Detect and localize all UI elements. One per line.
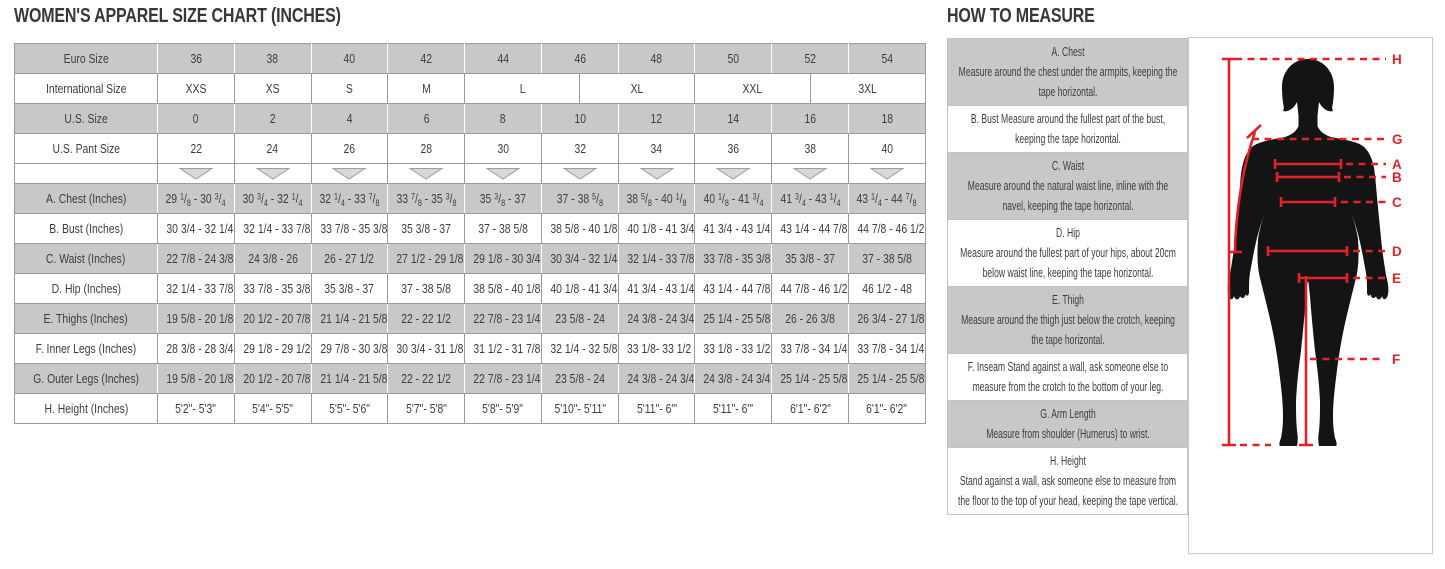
size-cell: 38 5/8 - 40 1/8 bbox=[541, 214, 618, 244]
measure-item-title: C. Waist bbox=[1051, 158, 1085, 173]
triangle-down-icon bbox=[562, 167, 598, 180]
table-row bbox=[15, 274, 926, 304]
size-cell: 5'11"- 6'" bbox=[695, 394, 772, 424]
size-cell: 38 bbox=[234, 44, 311, 74]
how-to-measure-title-text: HOW TO MEASURE bbox=[947, 5, 1095, 27]
size-cell: 18 bbox=[849, 104, 926, 134]
measurement-labels bbox=[1392, 52, 1403, 367]
row-label: C. Waist (Inches) bbox=[15, 244, 158, 274]
size-cell: 3XL bbox=[810, 74, 925, 104]
size-cell: 19 5/8 - 20 1/8 bbox=[158, 364, 235, 394]
triangle-cell bbox=[234, 164, 311, 184]
measure-item-text: H. Height Stand against a wall, ask someone else to measure from the floor to the top of your head, keeping the tape vertical. bbox=[955, 451, 1180, 511]
row-label: Euro Size bbox=[15, 44, 158, 74]
size-cell: 33 7/8 - 34 1/4 bbox=[849, 334, 926, 364]
size-cell: 19 5/8 - 20 1/8 bbox=[158, 304, 235, 334]
size-cell: 21 1/4 - 21 5/8 bbox=[311, 304, 388, 334]
size-cell: 52 bbox=[772, 44, 849, 74]
size-cell: 26 bbox=[311, 134, 388, 164]
body-silhouette-diagram bbox=[1189, 38, 1432, 553]
measure-item bbox=[948, 401, 1187, 448]
size-cell: 35 $^3/_8 - 37$ bbox=[465, 184, 542, 214]
size-cell: 22 7/8 - 24 3/8 bbox=[158, 244, 235, 274]
size-cell: 20 1/2 - 20 7/8 bbox=[234, 364, 311, 394]
measure-item-title: F. Inseam bbox=[967, 359, 1006, 374]
row-label: F. Inner Legs (Inches) bbox=[15, 334, 158, 364]
size-cell: 0 bbox=[158, 104, 235, 134]
size-chart-title-text: WOMEN'S APPAREL SIZE CHART (INCHES) bbox=[14, 5, 341, 27]
size-cell: XXS bbox=[158, 74, 235, 104]
size-cell: 22 - 22 1/2 bbox=[388, 364, 465, 394]
size-cell: 33 1/8- 33 1/2 bbox=[618, 334, 695, 364]
measure-item bbox=[948, 39, 1187, 106]
size-cell: 48 bbox=[618, 44, 695, 74]
size-cell: 33 1/8 - 33 1/2 bbox=[695, 334, 772, 364]
size-cell: 36 bbox=[158, 44, 235, 74]
table-row bbox=[15, 364, 926, 394]
size-cell: 40 1/8 - 41 3/4 bbox=[618, 214, 695, 244]
size-cell: 5'10"- 5'11" bbox=[541, 394, 618, 424]
size-cell: 30 $^3/_4 - 32$ $^1/_4$ bbox=[234, 184, 311, 214]
measure-item bbox=[948, 220, 1187, 287]
measure-item-title: D. Hip bbox=[1056, 225, 1080, 240]
measure-item-text: C. Waist Measure around the natural waist line, inline with the navel, keeping the tape horizontal. bbox=[955, 156, 1180, 216]
size-cell: 25 1/4 - 25 5/8 bbox=[772, 364, 849, 394]
size-cell: 50 bbox=[695, 44, 772, 74]
size-cell: 35 3/8 - 37 bbox=[388, 214, 465, 244]
size-cell: 6'1"- 6'2" bbox=[772, 394, 849, 424]
page-title bbox=[14, 5, 423, 28]
row-label: U.S. Pant Size bbox=[15, 134, 158, 164]
size-cell: 32 1/4 - 33 7/8 bbox=[234, 214, 311, 244]
triangle-cell bbox=[311, 164, 388, 184]
size-cell: 46 bbox=[541, 44, 618, 74]
size-cell: 5'4"- 5'5" bbox=[234, 394, 311, 424]
size-cell: 30 3/4 - 31 1/8 bbox=[388, 334, 465, 364]
size-cell: 43 1/4 - 44 7/8 bbox=[695, 274, 772, 304]
size-cell: 43 1/4 - 44 7/8 bbox=[772, 214, 849, 244]
measure-item-title: B. Bust bbox=[970, 111, 999, 126]
label-a: A bbox=[1392, 157, 1402, 172]
size-cell: 14 bbox=[695, 104, 772, 134]
size-cell: 25 1/4 - 25 5/8 bbox=[695, 304, 772, 334]
size-cell: 22 7/8 - 23 1/4 bbox=[465, 364, 542, 394]
size-cell: 30 3/4 - 32 1/4 bbox=[541, 244, 618, 274]
triangle-down-icon bbox=[255, 167, 291, 180]
size-cell: 32 1/4 - 32 5/8 bbox=[541, 334, 618, 364]
size-cell: 20 1/2 - 20 7/8 bbox=[234, 304, 311, 334]
measure-item-title: H. Height bbox=[1050, 453, 1086, 468]
label-c: C bbox=[1392, 195, 1402, 210]
size-cell: 33 7/8 - 35 3/8 bbox=[311, 214, 388, 244]
size-cell: 37 - 38 5/8 bbox=[388, 274, 465, 304]
size-cell: 34 bbox=[618, 134, 695, 164]
size-cell: 29 7/8 - 30 3/8 bbox=[311, 334, 388, 364]
size-cell: 41 3/4 - 43 1/4 bbox=[618, 274, 695, 304]
triangle-cell bbox=[465, 164, 542, 184]
size-cell: 37 - 38 5/8 bbox=[849, 244, 926, 274]
size-cell: 28 3/8 - 28 3/4 bbox=[158, 334, 235, 364]
size-cell: 40 bbox=[849, 134, 926, 164]
row-label: U.S. Size bbox=[15, 104, 158, 134]
size-cell: 23 5/8 - 24 bbox=[541, 304, 618, 334]
size-cell: 44 7/8 - 46 1/2 bbox=[849, 214, 926, 244]
table-row bbox=[15, 134, 926, 164]
triangle-cell bbox=[388, 164, 465, 184]
measure-item bbox=[948, 106, 1187, 153]
size-cell: 37 - 38 $^5/_8$ bbox=[541, 184, 618, 214]
size-cell: 29 1/8 - 29 1/2 bbox=[234, 334, 311, 364]
measure-item-title: E. Thigh bbox=[1052, 292, 1084, 307]
size-cell: 23 5/8 - 24 bbox=[541, 364, 618, 394]
size-cell: 6'1"- 6'2" bbox=[849, 394, 926, 424]
size-cell: 38 bbox=[772, 134, 849, 164]
triangle-down-icon bbox=[408, 167, 444, 180]
row-label bbox=[15, 164, 158, 184]
size-cell: 38 $^5/_8 - 40$ $^1/_8$ bbox=[618, 184, 695, 214]
row-label: B. Bust (Inches) bbox=[15, 214, 158, 244]
table-row bbox=[15, 394, 926, 424]
size-cell: 26 - 26 3/8 bbox=[772, 304, 849, 334]
size-cell: 32 1/4 - 33 7/8 bbox=[158, 274, 235, 304]
size-cell: 30 bbox=[465, 134, 542, 164]
size-cell: 2 bbox=[234, 104, 311, 134]
size-cell: 24 3/8 - 24 3/4 bbox=[618, 304, 695, 334]
triangle-cell bbox=[158, 164, 235, 184]
size-cell: 24 bbox=[234, 134, 311, 164]
size-cell: 16 bbox=[772, 104, 849, 134]
size-cell: 5'7"- 5'8" bbox=[388, 394, 465, 424]
table-row bbox=[15, 304, 926, 334]
size-cell: 32 $^1/_4 - 33$ $^7/_8$ bbox=[311, 184, 388, 214]
size-cell: 33 7/8 - 34 1/4 bbox=[772, 334, 849, 364]
table-row bbox=[15, 334, 926, 364]
row-label: E. Thighs (Inches) bbox=[15, 304, 158, 334]
triangle-cell bbox=[618, 164, 695, 184]
size-cell: 33 7/8 - 35 3/8 bbox=[695, 244, 772, 274]
size-cell: XS bbox=[234, 74, 311, 104]
triangle-down-icon bbox=[331, 167, 367, 180]
triangle-cell bbox=[695, 164, 772, 184]
size-cell: 21 1/4 - 21 5/8 bbox=[311, 364, 388, 394]
size-cell: 36 bbox=[695, 134, 772, 164]
triangle-down-icon bbox=[715, 167, 751, 180]
triangle-cell bbox=[772, 164, 849, 184]
label-g: G bbox=[1392, 132, 1403, 147]
table-row bbox=[15, 74, 926, 104]
size-cell: 8 bbox=[465, 104, 542, 134]
how-to-measure-title bbox=[947, 5, 1132, 28]
table-row bbox=[15, 44, 926, 74]
size-cell: 24 3/8 - 26 bbox=[234, 244, 311, 274]
size-cell: 42 bbox=[388, 44, 465, 74]
size-cell: 25 1/4 - 25 5/8 bbox=[849, 364, 926, 394]
size-cell: 22 - 22 1/2 bbox=[388, 304, 465, 334]
size-cell: 22 7/8 - 23 1/4 bbox=[465, 304, 542, 334]
row-label: G. Outer Legs (Inches) bbox=[15, 364, 158, 394]
size-cell: XL bbox=[580, 74, 695, 104]
row-label: D. Hip (Inches) bbox=[15, 274, 158, 304]
table-row bbox=[15, 164, 926, 184]
size-cell: 35 3/8 - 37 bbox=[772, 244, 849, 274]
measure-item-text: A. Chest Measure around the chest under the armpits, keeping the tape horizontal. bbox=[955, 42, 1180, 102]
size-cell: 38 5/8 - 40 1/8 bbox=[465, 274, 542, 304]
size-cell: 35 3/8 - 37 bbox=[311, 274, 388, 304]
size-cell: 31 1/2 - 31 7/8 bbox=[465, 334, 542, 364]
size-cell: 6 bbox=[388, 104, 465, 134]
size-cell: 29 1/8 - 30 3/4 bbox=[465, 244, 542, 274]
size-cell: 5'2"- 5'3" bbox=[158, 394, 235, 424]
size-cell: S bbox=[311, 74, 388, 104]
size-cell: 5'8"- 5'9" bbox=[465, 394, 542, 424]
size-cell: 12 bbox=[618, 104, 695, 134]
measure-item-text: D. Hip Measure around the fullest part of your hips, about 20cm below waist line, keeping the tape horizontal. bbox=[955, 223, 1180, 283]
measure-item-text: B. Bust Measure around the fullest part of the bust, keeping the tape horizontal. bbox=[970, 111, 1166, 146]
triangle-cell bbox=[849, 164, 926, 184]
size-cell: 44 7/8 - 46 1/2 bbox=[772, 274, 849, 304]
triangle-down-icon bbox=[639, 167, 675, 180]
label-e: E bbox=[1392, 271, 1402, 286]
size-cell: 28 bbox=[388, 134, 465, 164]
measure-item bbox=[948, 354, 1187, 401]
triangle-down-icon bbox=[485, 167, 521, 180]
size-cell: 24 3/8 - 24 3/4 bbox=[695, 364, 772, 394]
measure-item bbox=[948, 153, 1187, 220]
size-cell: M bbox=[388, 74, 465, 104]
measure-item-text: G. Arm Length Measure from shoulder (Humerus) to wrist. bbox=[955, 404, 1180, 444]
size-cell: 30 3/4 - 32 1/4 bbox=[158, 214, 235, 244]
measure-panel bbox=[947, 38, 1188, 515]
size-cell: XXL bbox=[695, 74, 810, 104]
triangle-cell bbox=[541, 164, 618, 184]
size-cell: 5'11"- 6'" bbox=[618, 394, 695, 424]
row-label: A. Chest (Inches) bbox=[15, 184, 158, 214]
table-row bbox=[15, 184, 926, 214]
size-cell: 24 3/8 - 24 3/4 bbox=[618, 364, 695, 394]
table-row bbox=[15, 244, 926, 274]
measure-item-text: F. Inseam Stand against a wall, ask someone else to measure from the crotch to the bottom of your leg. bbox=[967, 359, 1169, 394]
size-cell: 29 $^1/_8 - 30$ $^3/_4$ bbox=[158, 184, 235, 214]
label-f: F bbox=[1392, 352, 1401, 367]
size-cell: 4 bbox=[311, 104, 388, 134]
row-label: International Size bbox=[15, 74, 158, 104]
triangle-down-icon bbox=[792, 167, 828, 180]
size-cell: 26 - 27 1/2 bbox=[311, 244, 388, 274]
measure-item bbox=[948, 448, 1187, 514]
size-cell: 37 - 38 5/8 bbox=[465, 214, 542, 244]
measure-item-title: A. Chest bbox=[1051, 44, 1085, 59]
size-cell: 43 $^1/_4 - 44$ $^7/_8$ bbox=[849, 184, 926, 214]
size-cell: 40 1/8 - 41 3/4 bbox=[541, 274, 618, 304]
label-b: B bbox=[1392, 170, 1402, 185]
label-d: D bbox=[1392, 244, 1402, 259]
size-cell: 41 $^3/_4 - 43$ $^1/_4$ bbox=[772, 184, 849, 214]
triangle-down-icon bbox=[178, 167, 214, 180]
size-cell: 41 3/4 - 43 1/4 bbox=[695, 214, 772, 244]
size-cell: 26 3/4 - 27 1/8 bbox=[849, 304, 926, 334]
size-cell: 32 1/4 - 33 7/8 bbox=[618, 244, 695, 274]
size-cell: 33 7/8 - 35 3/8 bbox=[234, 274, 311, 304]
table-row bbox=[15, 104, 926, 134]
size-cell: 10 bbox=[541, 104, 618, 134]
female-silhouette bbox=[1228, 59, 1389, 446]
size-chart-table bbox=[14, 43, 926, 424]
size-cell: 22 bbox=[158, 134, 235, 164]
triangle-down-icon bbox=[869, 167, 905, 180]
size-cell: 40 bbox=[311, 44, 388, 74]
size-cell: 40 $^1/_8 - 41$ $^3/_4$ bbox=[695, 184, 772, 214]
size-cell: 54 bbox=[849, 44, 926, 74]
size-cell: 33 $^7/_8 - 35$ $^3/_8$ bbox=[388, 184, 465, 214]
measurement-figure bbox=[1188, 37, 1433, 554]
size-cell: 5'5"- 5'6" bbox=[311, 394, 388, 424]
size-cell: L bbox=[465, 74, 580, 104]
row-label: H. Height (Inches) bbox=[15, 394, 158, 424]
size-cell: 44 bbox=[465, 44, 542, 74]
size-cell: 27 1/2 - 29 1/8 bbox=[388, 244, 465, 274]
table-row bbox=[15, 214, 926, 244]
measure-item-text: E. Thigh Measure around the thigh just below the crotch, keeping the tape horizontal. bbox=[955, 290, 1180, 350]
size-cell: 46 1/2 - 48 bbox=[849, 274, 926, 304]
size-cell: 32 bbox=[541, 134, 618, 164]
label-h: H bbox=[1392, 52, 1402, 67]
measure-item-title: G. Arm Length bbox=[1040, 406, 1096, 421]
measure-item bbox=[948, 287, 1187, 354]
